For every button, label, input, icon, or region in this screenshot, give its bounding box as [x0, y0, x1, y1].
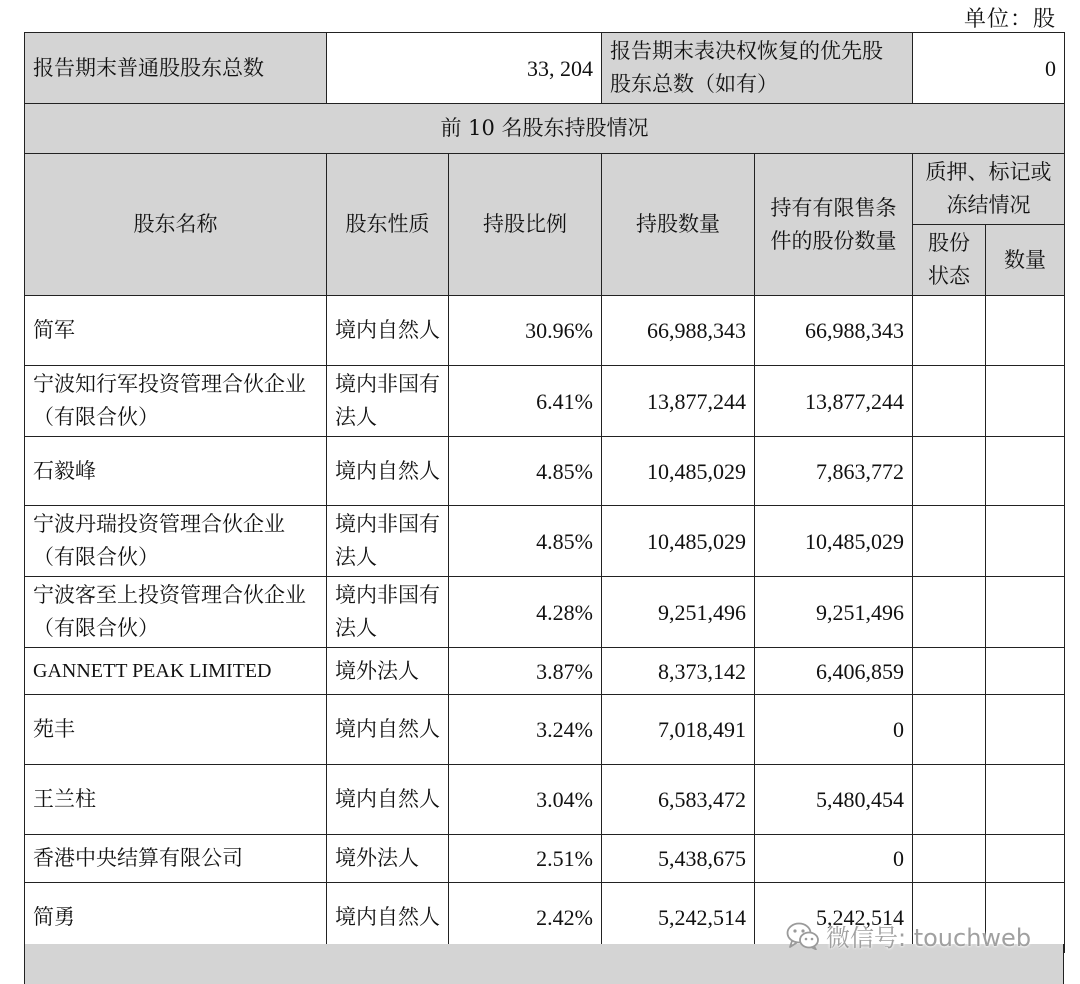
- restricted-quantity: 13,877,244: [755, 366, 913, 437]
- section-title-row: [25, 104, 1065, 154]
- shareholder-name: 石毅峰: [25, 437, 327, 506]
- shareholder-name: 宁波客至上投资管理合伙企业（有限合伙）: [25, 577, 327, 648]
- table-row: [25, 506, 1065, 577]
- table-row: [25, 648, 1065, 695]
- header-row-1: [25, 154, 1065, 225]
- pledge-status: [913, 695, 986, 765]
- table-row: [25, 366, 1065, 437]
- pref-holders-value: 0: [913, 33, 1065, 104]
- holding-ratio: 2.51%: [449, 835, 602, 883]
- pledge-quantity: [986, 765, 1065, 835]
- watermark: [786, 918, 1031, 953]
- shareholder-name: 简军: [25, 296, 327, 366]
- header-pledge-status: 股份状态: [913, 225, 986, 296]
- table-row: [25, 296, 1065, 366]
- section-title: 前 10 名股东持股情况: [25, 104, 1065, 154]
- shareholder-table: [24, 32, 1065, 953]
- header-pledge-qty: 数量: [986, 225, 1065, 296]
- shareholder-name: GANNETT PEAK LIMITED: [25, 648, 327, 695]
- pledge-status: [913, 506, 986, 577]
- pledge-quantity: [986, 835, 1065, 883]
- shareholder-nature: 境内自然人: [327, 296, 449, 366]
- header-name: 股东名称: [25, 154, 327, 296]
- shareholder-name: 王兰柱: [25, 765, 327, 835]
- holding-quantity: 13,877,244: [602, 366, 755, 437]
- restricted-quantity: 0: [755, 835, 913, 883]
- unit-label: 单位：股: [963, 7, 1056, 32]
- holding-quantity: 10,485,029: [602, 437, 755, 506]
- pledge-quantity: [986, 506, 1065, 577]
- shareholder-nature: 境内自然人: [327, 883, 449, 953]
- holding-quantity: 66,988,343: [602, 296, 755, 366]
- pledge-status: [913, 577, 986, 648]
- shareholder-nature: 境内自然人: [327, 437, 449, 506]
- shareholder-nature: 境内非国有法人: [327, 577, 449, 648]
- shareholder-name: 苑丰: [25, 695, 327, 765]
- pref-holders-label: 报告期末表决权恢复的优先股股东总数（如有）: [602, 33, 913, 104]
- pledge-status: [913, 765, 986, 835]
- shareholder-nature: 境内自然人: [327, 765, 449, 835]
- holding-ratio: 3.24%: [449, 695, 602, 765]
- shareholder-name: 简勇: [25, 883, 327, 953]
- holding-ratio: 3.87%: [449, 648, 602, 695]
- common-holders-value: 33, 204: [327, 33, 602, 104]
- shareholder-name: 宁波丹瑞投资管理合伙企业（有限合伙）: [25, 506, 327, 577]
- table-row: [25, 437, 1065, 506]
- restricted-quantity: 66,988,343: [755, 296, 913, 366]
- holding-quantity: 7,018,491: [602, 695, 755, 765]
- holding-quantity: 6,583,472: [602, 765, 755, 835]
- header-pledge-group: 质押、标记或冻结情况: [913, 154, 1065, 225]
- pledge-status: [913, 366, 986, 437]
- table-row: [25, 577, 1065, 648]
- holding-ratio: 4.85%: [449, 506, 602, 577]
- pledge-status: [913, 648, 986, 695]
- shareholder-name: 香港中央结算有限公司: [25, 835, 327, 883]
- shareholder-nature: 境内非国有法人: [327, 506, 449, 577]
- holding-quantity: 9,251,496: [602, 577, 755, 648]
- holding-ratio: 3.04%: [449, 765, 602, 835]
- shareholder-nature: 境外法人: [327, 648, 449, 695]
- pledge-status: [913, 296, 986, 366]
- pledge-status: [913, 835, 986, 883]
- restricted-quantity: 5,480,454: [755, 765, 913, 835]
- restricted-quantity: 10,485,029: [755, 506, 913, 577]
- header-ratio: 持股比例: [449, 154, 602, 296]
- pledge-status: [913, 437, 986, 506]
- header-restricted: 持有有限售条件的股份数量: [755, 154, 913, 296]
- pledge-quantity: [986, 577, 1065, 648]
- shareholder-name: 宁波知行军投资管理合伙企业（有限合伙）: [25, 366, 327, 437]
- table-row: [25, 835, 1065, 883]
- restricted-quantity: 9,251,496: [755, 577, 913, 648]
- table-row: [25, 765, 1065, 835]
- watermark-text: 微信号: touchweb: [826, 924, 1032, 952]
- restricted-quantity: 6,406,859: [755, 648, 913, 695]
- holding-ratio: 6.41%: [449, 366, 602, 437]
- summary-row: [25, 33, 1065, 104]
- holding-ratio: 30.96%: [449, 296, 602, 366]
- pledge-quantity: [986, 296, 1065, 366]
- holding-ratio: 4.85%: [449, 437, 602, 506]
- holding-quantity: 10,485,029: [602, 506, 755, 577]
- pledge-quantity: [986, 648, 1065, 695]
- holding-quantity: 5,438,675: [602, 835, 755, 883]
- holding-ratio: 2.42%: [449, 883, 602, 953]
- header-nature: 股东性质: [327, 154, 449, 296]
- shareholder-nature: 境内非国有法人: [327, 366, 449, 437]
- restricted-quantity: 5,242,514: [755, 883, 913, 953]
- table-row: [25, 695, 1065, 765]
- shareholder-nature: 境外法人: [327, 835, 449, 883]
- holding-quantity: 8,373,142: [602, 648, 755, 695]
- common-holders-label: 报告期末普通股股东总数: [25, 33, 327, 104]
- header-quantity: 持股数量: [602, 154, 755, 296]
- wechat-icon: [786, 922, 820, 950]
- shareholder-nature: 境内自然人: [327, 695, 449, 765]
- pledge-quantity: [986, 695, 1065, 765]
- holding-quantity: 5,242,514: [602, 883, 755, 953]
- pledge-quantity: [986, 437, 1065, 506]
- restricted-quantity: 0: [755, 695, 913, 765]
- holding-ratio: 4.28%: [449, 577, 602, 648]
- pledge-quantity: [986, 366, 1065, 437]
- restricted-quantity: 7,863,772: [755, 437, 913, 506]
